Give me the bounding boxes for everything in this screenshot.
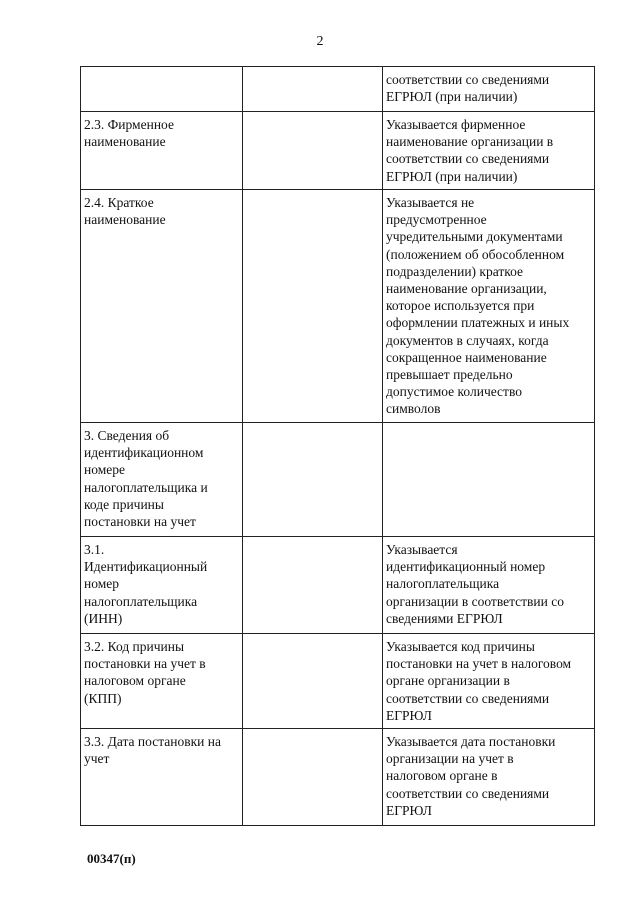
table-row [81,423,595,537]
document-code: 00347(п) [87,851,136,866]
instruction-cell: соответствии со сведениями ЕГРЮЛ (при наличии) [383,67,595,112]
field-name-cell: 3.2. Код причины постановки на учет в налоговом органе (КПП) [81,634,243,729]
instruction-cell [383,423,595,537]
value-cell [243,112,383,190]
field-name-cell: 2.3. Фирменное наименование [81,112,243,190]
page-number: 2 [316,34,324,49]
instruction-cell: Указывается фирменное наименование организации в соответствии со сведениями ЕГРЮЛ (при наличии) [383,112,595,190]
field-name-cell: 3.1. Идентификационный номер налогоплательщика (ИНН) [81,537,243,634]
field-name-cell: 3. Сведения об идентификационном номере налогоплательщика и коде причины постановки на учет [81,423,243,537]
value-cell [243,423,383,537]
value-cell [243,190,383,423]
table-row [81,190,595,423]
field-name-cell [81,67,243,112]
value-cell [243,729,383,826]
table-row [81,634,595,729]
value-cell [243,634,383,729]
value-cell [243,67,383,112]
instruction-cell: Указывается идентификационный номер налогоплательщика организации в соответствии со сведениями ЕГРЮЛ [383,537,595,634]
table-row [81,112,595,190]
table-row [81,729,595,826]
value-cell [243,537,383,634]
table-row [81,537,595,634]
instruction-cell: Указывается не предусмотренное учредительными документами (положением об обособленном подразделении) краткое наименование организации, которое используется при оформлении платежных и иных документов в случаях, когда сокращенное наименование превышает предельно допустимое количество символов [383,190,595,423]
instruction-cell: Указывается код причины постановки на учет в налоговом органе организации в соответствии со сведениями ЕГРЮЛ [383,634,595,729]
instruction-cell: Указывается дата постановки организации на учет в налоговом органе в соответствии со сведениями ЕГРЮЛ [383,729,595,826]
form-table [80,66,595,826]
field-name-cell: 2.4. Краткое наименование [81,190,243,423]
field-name-cell: 3.3. Дата постановки на учет [81,729,243,826]
table-row [81,67,595,112]
